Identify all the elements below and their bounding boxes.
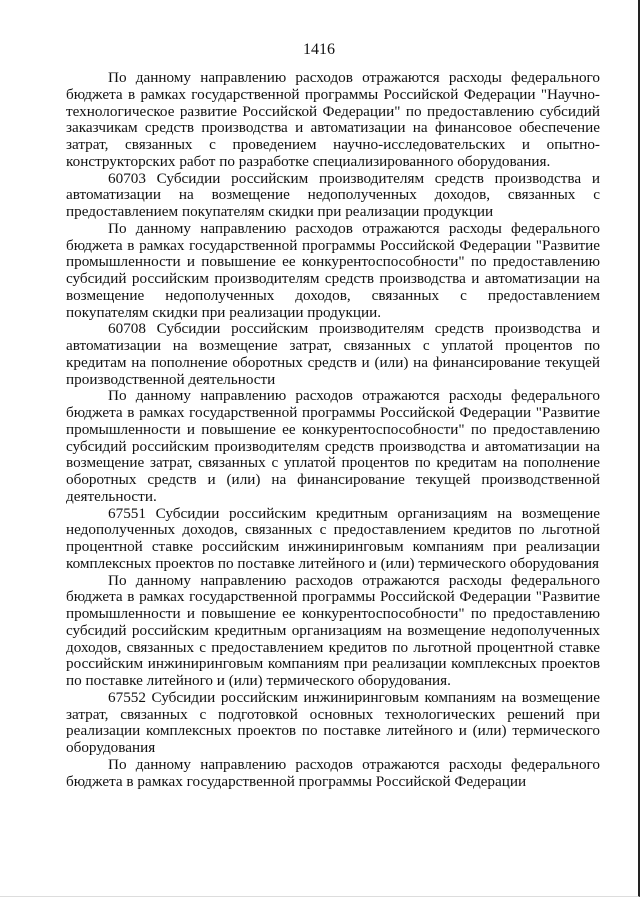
paragraph: По данному направлению расходов отражаются расходы федерального бюджета в рамках государственной программы Российской Федерации "Развитие промышленности и повышение ее конкурентоспособности" по предоставлению субсидий российским кредитным организациям на возмещение недополученных доходов, связанных с предоставлением кредитов по льготной процентной ставке российским инжиниринговым компаниям при реализации комплексных проектов по поставке литейного и (или) термического оборудования. (66, 571, 600, 689)
page-number: 1416 (303, 41, 335, 58)
paragraph: 60703 Субсидии российским производителям средств производства и автоматизации на возмещение недополученных доходов, связанных с предоставлением покупателям скидки при реализации продукции (66, 169, 600, 220)
document-body (66, 70, 600, 790)
paragraph: 67552 Субсидии российским инжиниринговым компаниям на возмещение затрат, связанных с подготовкой основных технологических решений при реализации комплексных проектов по поставке литейного и (или) термического оборудования (66, 688, 600, 756)
paragraph: 60708 Субсидии российским производителям средств производства и автоматизации на возмещение затрат, связанных с уплатой процентов по кредитам на пополнение оборотных средств и (или) на финансирование текущей производственной деятельности (66, 320, 600, 388)
paragraph: По данному направлению расходов отражаются расходы федерального бюджета в рамках государственной программы Российской Федерации (66, 755, 600, 790)
paragraph: По данному направлению расходов отражаются расходы федерального бюджета в рамках государственной программы Российской Федерации "Научно-технологическое развитие Российской Федерации" по предоставлению субсидий заказчикам средств производства и автоматизации на финансовое обеспечение затрат, связанных с проведением научно-исследовательских и опытно-конструкторских работ по разработке специализированного оборудования. (66, 69, 600, 170)
paragraph: 67551 Субсидии российским кредитным организациям на возмещение недополученных доходов, связанных с предоставлением кредитов по льготной процентной ставке российским инжиниринговым компаниям при реализации комплексных проектов по поставке литейного и (или) термического оборудования (66, 504, 600, 572)
paragraph: По данному направлению расходов отражаются расходы федерального бюджета в рамках государственной программы Российской Федерации "Развитие промышленности и повышение ее конкурентоспособности" по предоставлению субсидий российским производителям средств производства и автоматизации на возмещение затрат, связанных с уплатой процентов по кредитам на пополнение оборотных средств и (или) на финансирование текущей производственной деятельности. (66, 387, 600, 505)
paragraph: По данному направлению расходов отражаются расходы федерального бюджета в рамках государственной программы Российской Федерации "Развитие промышленности и повышение ее конкурентоспособности" по предоставлению субсидий российским производителям средств производства и автоматизации на возмещение недополученных доходов, связанных с предоставлением покупателям скидки при реализации продукции. (66, 219, 600, 321)
